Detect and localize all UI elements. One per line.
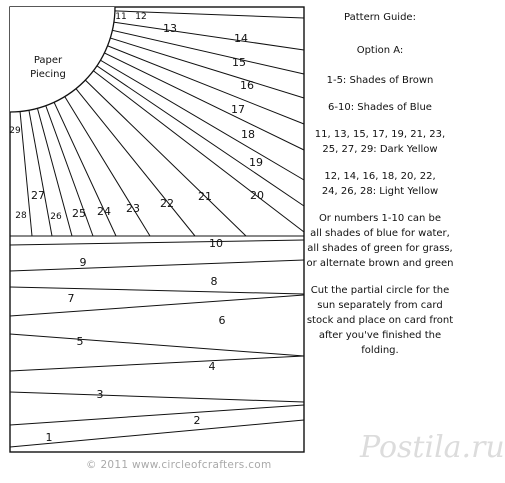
ray-label-16: 16 (240, 79, 254, 92)
ray-label-23: 23 (126, 202, 140, 215)
ground-segment-line (10, 295, 304, 316)
ground-segment-line (10, 287, 304, 294)
note-sun-3: stock and place on card front (306, 315, 454, 326)
segment-label-7: 7 (67, 292, 75, 305)
ground-segment-line (10, 405, 304, 425)
ray-label-12: 12 (135, 12, 147, 22)
ground-segment-line (10, 356, 304, 371)
note-sun-1: Cut the partial circle for the (310, 285, 450, 296)
note-alt-2: all shades of blue for water, (310, 228, 450, 239)
guide-line-brown: 1-5: Shades of Brown (326, 75, 434, 86)
guide-line-light-yellow-a: 12, 14, 16, 18, 20, 22, (324, 171, 436, 182)
ray-label-15: 15 (232, 56, 246, 69)
note-sun-5: folding. (361, 345, 399, 356)
ray-label-14: 14 (234, 32, 248, 45)
guide-option: Option A: (356, 45, 404, 56)
guide-title: Pattern Guide: (344, 12, 416, 23)
guide-line-blue: 6-10: Shades of Blue (328, 102, 432, 113)
segment-label-5: 5 (76, 335, 84, 348)
ray-label-20: 20 (250, 189, 264, 202)
segment-label-9: 9 (79, 256, 87, 269)
note-alt-4: or alternate brown and green (306, 258, 454, 269)
watermark: Postila.ru (360, 430, 505, 465)
ray-label-25: 25 (72, 207, 86, 220)
ground-segment-line (10, 260, 304, 271)
ray-label-21: 21 (198, 190, 212, 203)
copyright-footer: © 2011 www.circleofcrafters.com (86, 459, 272, 471)
ray-label-29: 29 (9, 126, 21, 136)
note-alt-3: all shades of green for grass, (307, 243, 453, 254)
segment-label-10: 10 (209, 237, 223, 250)
ray-label-24: 24 (97, 205, 111, 218)
ray-label-13: 13 (163, 22, 177, 35)
segment-label-8: 8 (210, 275, 218, 288)
guide-line-dark-yellow-b: 25, 27, 29: Dark Yellow (322, 144, 438, 155)
ray-label-17: 17 (231, 103, 245, 116)
ray-label-28: 28 (15, 211, 27, 221)
guide-line-dark-yellow-a: 11, 13, 15, 17, 19, 21, 23, (314, 129, 446, 140)
segment-label-4: 4 (208, 360, 216, 373)
note-alt-1: Or numbers 1-10 can be (318, 213, 442, 224)
ground-segment-lines (10, 236, 304, 447)
segment-label-2: 2 (193, 414, 201, 427)
segment-label-3: 3 (96, 388, 104, 401)
ground-segment-line (10, 392, 304, 402)
guide-note-alternatives (305, 211, 455, 271)
segment-label-1: 1 (45, 431, 53, 444)
sun-label-piecing: Piecing (30, 69, 66, 80)
guide-note-sun (305, 283, 455, 358)
segment-label-6: 6 (218, 314, 226, 327)
pattern-guide (305, 10, 455, 370)
ground-segment-line (10, 420, 304, 447)
ray-label-26: 26 (50, 212, 62, 222)
sun-mask (10, 7, 115, 112)
ray-label-22: 22 (160, 197, 174, 210)
note-sun-4: after you've finished the (318, 330, 442, 341)
ray-label-27: 27 (31, 189, 45, 202)
guide-line-light-yellow (305, 169, 455, 199)
ground-segment-line (10, 240, 304, 245)
ray-label-11: 11 (115, 12, 127, 22)
guide-line-dark-yellow (305, 127, 455, 157)
ray-label-19: 19 (249, 156, 263, 169)
ray-label-18: 18 (241, 128, 255, 141)
sun-label-paper: Paper (33, 55, 63, 66)
ground-segment-line (10, 334, 304, 356)
guide-line-light-yellow-b: 24, 26, 28: Light Yellow (321, 186, 439, 197)
note-sun-2: sun separately from card (317, 300, 443, 311)
